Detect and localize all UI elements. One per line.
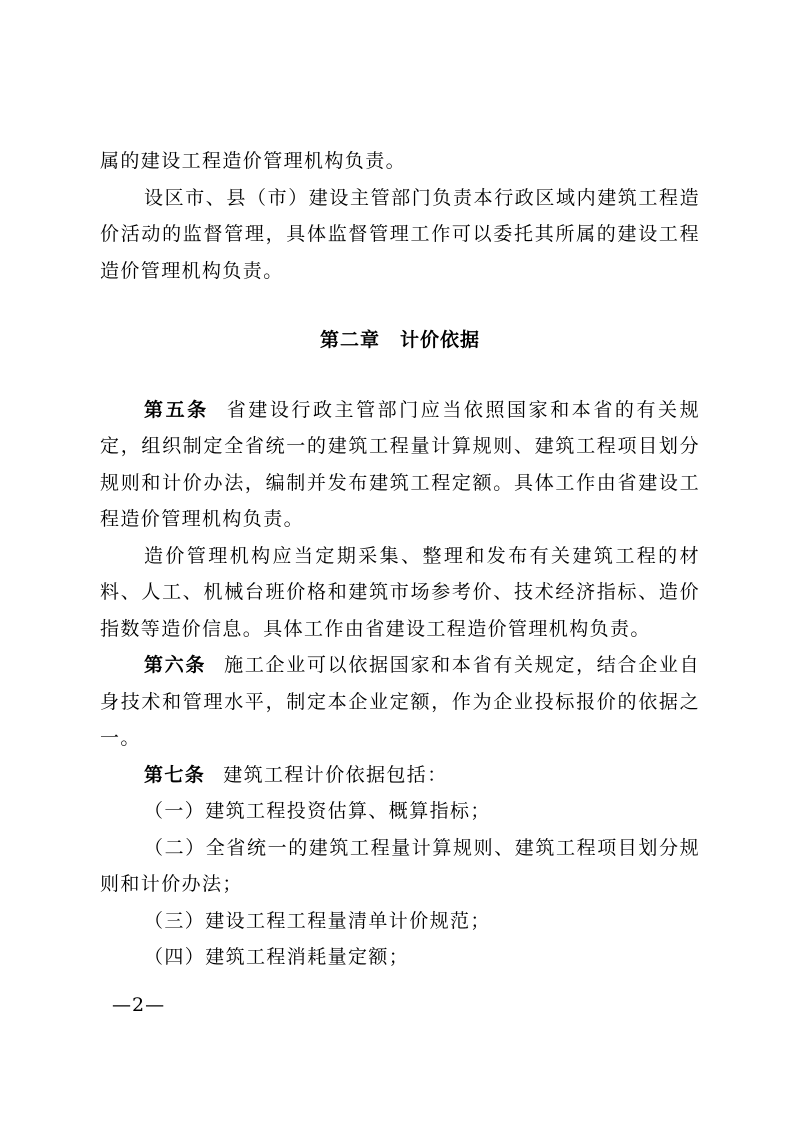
article-5-label: 第五条 — [144, 398, 209, 421]
article-6-text: 施工企业可以依据国家和本省有关规定，结合企业自身技术和管理水平，制定本企业定额，作为企业投标报价的依据之一。 — [100, 654, 701, 749]
paragraph-continuation: 属的建设工程造价管理机构负责。 — [100, 150, 407, 172]
article-6-label: 第六条 — [144, 654, 207, 676]
article-7-label: 第七条 — [144, 763, 206, 786]
article-7-item-2: （二）全省统一的建筑工程量计算规则、建筑工程项目划分规则和计价办法； — [100, 836, 700, 895]
article-7-item-4: （四）建筑工程消耗量定额； — [144, 946, 410, 968]
chapter-heading: 第二章 计价依据 — [319, 329, 480, 351]
article-7-item-3: （三）建设工程工程量清单计价规范； — [144, 909, 491, 932]
article-7-text: 建筑工程计价依据包括： — [223, 763, 448, 786]
page-number: —2— — [112, 994, 166, 1016]
article-7 — [100, 757, 700, 794]
article-5-paragraph-2: 造价管理机构应当定期采集、整理和发布有关建筑工程的材料、人工、机械台班价格和建筑市场参考价、技术经济指标、造价指数等造价信息。具体工作由省建设工程造价管理机构负责。 — [100, 544, 700, 640]
article-7-item-1: （一）建筑工程投资估算、概算指标； — [144, 800, 491, 822]
article-6 — [100, 647, 700, 757]
paragraph-supervision: 设区市、县（市）建设主管部门负责本行政区域内建筑工程造价活动的监督管理，具体监督管理工作可以委托其所属的建设工程造价管理机构负责。 — [100, 186, 700, 282]
article-5-text: 省建设行政主管部门应当依照国家和本省的有关规定，组织制定全省统一的建筑工程量计算规则、建筑工程项目划分规则和计价办法，编制并发布建筑工程定额。具体工作由省建设工程造价管理机构负责。 — [100, 398, 700, 530]
body-text — [100, 143, 700, 976]
article-5 — [100, 392, 700, 538]
